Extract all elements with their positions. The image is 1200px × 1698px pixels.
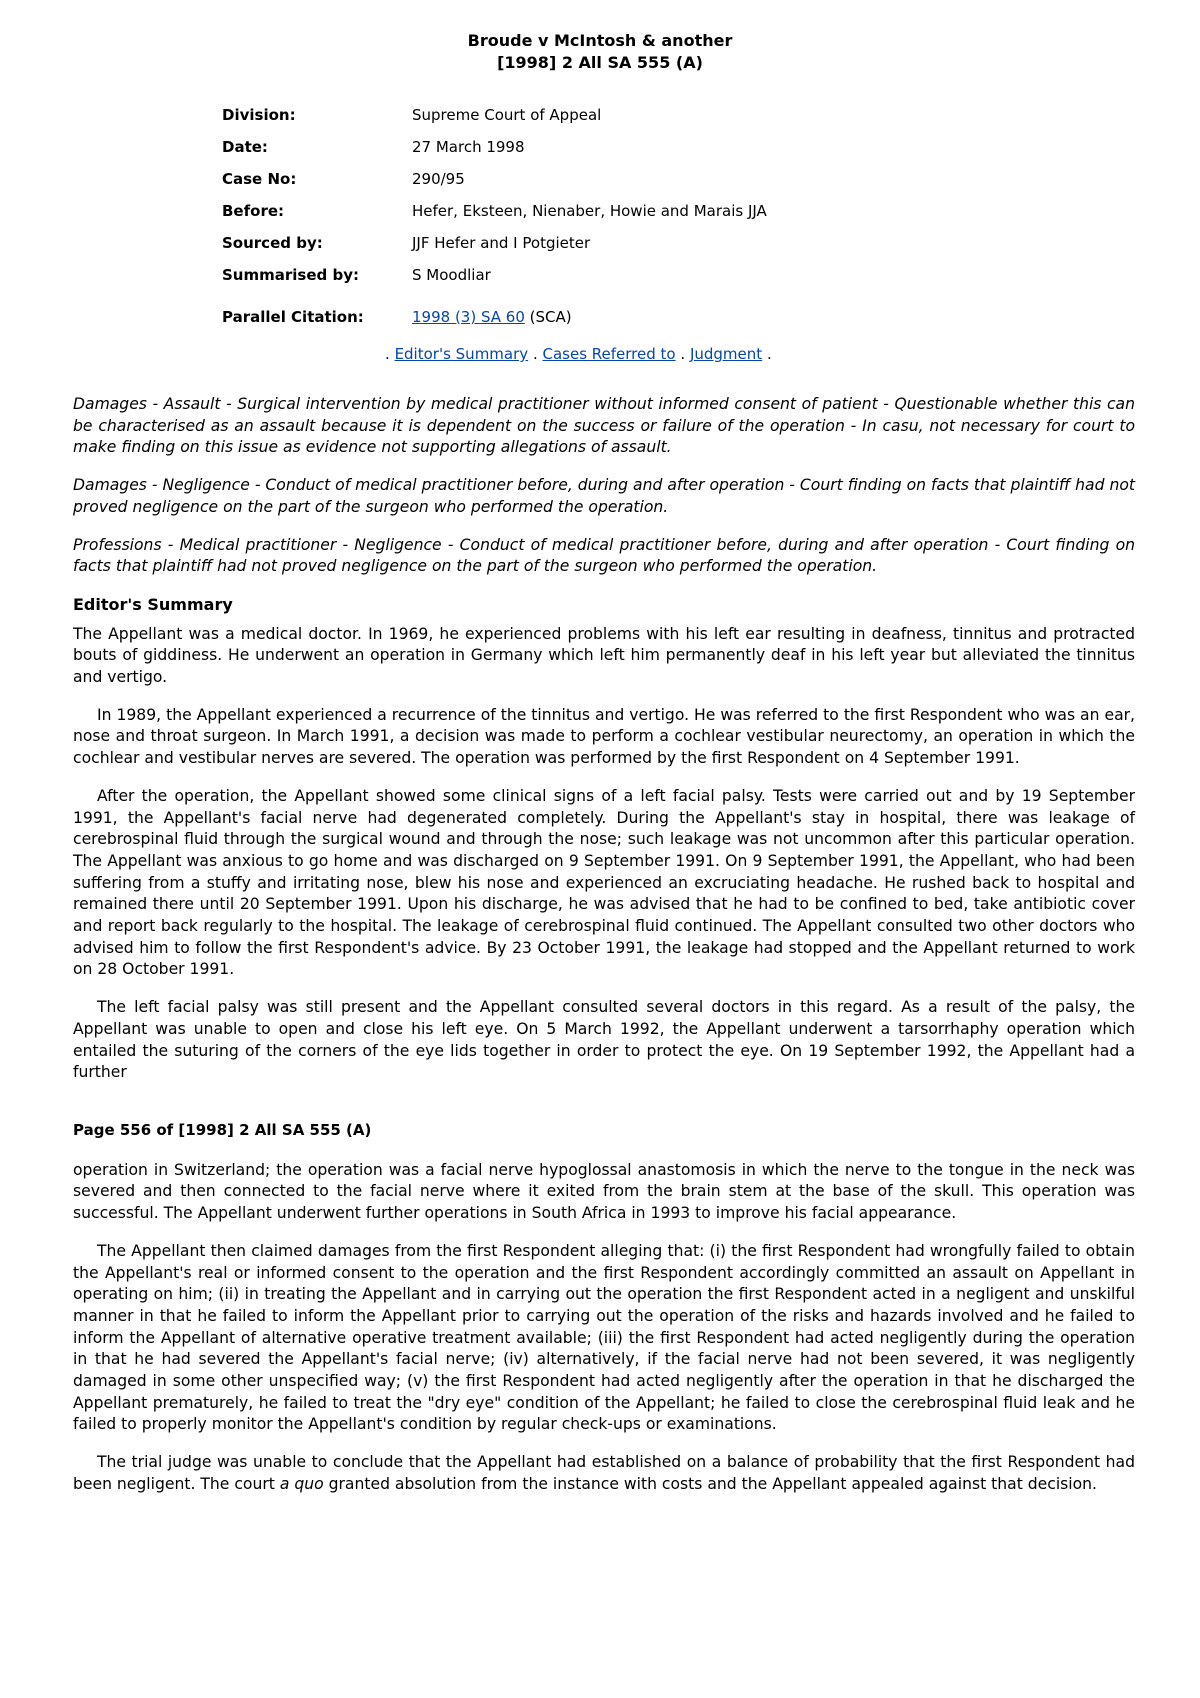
meta-row-date [222, 138, 767, 170]
date-value: 27 March 1998 [412, 138, 525, 156]
sourced-label: Sourced by: [222, 234, 323, 252]
headnote: Professions - Medical practitioner - Negligence - Conduct of medical practitioner before, during and after operation - Court finding on facts that plaintiff had not proved negligence on the part of the surgeon who performed the operation. [73, 535, 1135, 576]
document-body [73, 394, 1135, 1512]
latin-term: a quo [279, 1474, 324, 1493]
parallel-value [412, 298, 767, 340]
summary-paragraph: The Appellant then claimed damages from the first Respondent alleging that: (i) the first Respondent had wrongfully failed to obtain the Appellant's real or informed consent to the operation and the first Respondent accordingly committed an assault on Appellant in operating on him; (ii) in treating the Appellant and in carrying out the operation the first Respondent acted in a negligent and unskilful manner in that he failed to inform the Appellant prior to carrying out the operation of the risks and hazards involved and he failed to inform the Appellant of alternative operative treatment available; (iii) the first Respondent had acted negligently during the operation in that he had severed the Appellant's facial nerve; (iv) alternatively, if the facial nerve had not been severed, it was negligently damaged in some other unspecified way; (v) the first Respondent had acted negligently after the operation in that he discharged the Appellant prematurely, he failed to treat the "dry eye" condition of the Appellant; he failed to close the cerebrospinal fluid leak and he failed to properly monitor the Appellant's condition by regular check-ups or examinations. [73, 1241, 1135, 1434]
document-title [0, 30, 1200, 74]
nav-separator: . [532, 345, 538, 363]
caseno-value: 290/95 [412, 170, 465, 188]
meta-row-parallel [222, 298, 767, 340]
meta-row-caseno [222, 170, 767, 202]
nav-editors-summary-link[interactable]: Editor's Summary [394, 345, 529, 363]
nav-cases-referred-link[interactable]: Cases Referred to [542, 345, 676, 363]
headnote: Damages - Assault - Surgical intervention by medical practitioner without informed consent of patient - Questionable whether this can be characterised as an assault because it is dependent on the success or failure of the operation - In casu, not necessary for court to make finding on this issue as evidence not supporting allegations of assault. [73, 395, 1135, 457]
parallel-label: Parallel Citation: [222, 308, 364, 326]
summarised-label: Summarised by: [222, 266, 359, 284]
nav-separator: . [385, 345, 390, 363]
sourced-value: JJF Hefer and I Potgieter [412, 234, 591, 252]
summary-text: granted absolution from the instance with costs and the Appellant appealed against that decision. [323, 1474, 1098, 1493]
meta-row-summarised [222, 266, 767, 298]
summary-paragraph: After the operation, the Appellant showed some clinical signs of a left facial palsy. Tests were carried out and by 19 September 1991, the Appellant's facial nerve had degenerated completely. During the Appellant's stay in hospital, there was leakage of cerebrospinal fluid through the surgical wound and through the nose; such leakage was not uncommon after this particular operation. The Appellant was anxious to go home and was discharged on 9 September 1991. On 9 September 1991, the Appellant, who had been suffering from a stuffy and irritating nose, blew his nose and experienced an excruciating headache. He rushed back to hospital and remained there until 20 September 1991. Upon his discharge, he was advised that he had to be confined to bed, take antibiotic cover and report back regularly to the hospital. The leakage of cerebrospinal fluid continued. The Appellant consulted two other doctors who advised him to follow the first Respondent's advice. By 23 October 1991, the leakage had stopped and the Appellant returned to work on 28 October 1991. [73, 786, 1135, 979]
case-metadata-table [222, 106, 767, 340]
summary-paragraph [73, 1452, 1135, 1495]
summary-paragraph: In 1989, the Appellant experienced a recurrence of the tinnitus and vertigo. He was referred to the first Respondent who was an ear, nose and throat surgeon. In March 1991, a decision was made to perform a cochlear vestibular neurectomy, an operation in which the cochlear and vestibular nerves are severed. The operation was performed by the first Respondent on 4 September 1991. [73, 705, 1135, 768]
case-name: Broude v McIntosh & another [467, 31, 733, 50]
date-label: Date: [222, 138, 268, 156]
caseno-label: Case No: [222, 170, 297, 188]
parallel-citation-link[interactable]: 1998 (3) SA 60 [412, 308, 525, 326]
case-citation: [1998] 2 All SA 555 (A) [497, 53, 703, 72]
section-nav [385, 345, 772, 363]
nav-separator: . [766, 345, 772, 363]
editors-summary-heading: Editor's Summary [73, 594, 233, 614]
page-heading: Page 556 of [1998] 2 All SA 555 (A) [73, 1120, 372, 1139]
meta-row-division [222, 106, 767, 138]
summary-paragraph: operation in Switzerland; the operation was a facial nerve hypoglossal anastomosis in which the nerve to the tongue in the neck was severed and then connected to the facial nerve where it exited from the brain stem at the base of the skull. This operation was successful. The Appellant underwent further operations in South Africa in 1993 to improve his facial appearance. [73, 1160, 1135, 1223]
meta-row-sourced [222, 234, 767, 266]
nav-judgment-link[interactable]: Judgment [689, 345, 763, 363]
meta-row-before [222, 202, 767, 234]
headnote: Damages - Negligence - Conduct of medical practitioner before, during and after operation - Court finding on facts that plaintiff had not proved negligence on the part of the surgeon who performed the operation. [73, 476, 1135, 516]
summary-paragraph: The Appellant was a medical doctor. In 1969, he experienced problems with his left ear resulting in deafness, tinnitus and protracted bouts of giddiness. He underwent an operation in Germany which left him permanently deaf in his left year but alleviated the tinnitus and vertigo. [73, 624, 1135, 687]
before-value: Hefer, Eksteen, Nienaber, Howie and Marais JJA [412, 202, 767, 220]
parallel-citation-suffix: (SCA) [524, 308, 572, 326]
summarised-value: S Moodliar [412, 266, 491, 284]
division-value: Supreme Court of Appeal [412, 106, 602, 124]
summary-paragraph: The left facial palsy was still present and the Appellant consulted several doctors in this regard. As a result of the palsy, the Appellant was unable to open and close his left eye. On 5 March 1992, the Appellant underwent a tarsorrhaphy operation which entailed the suturing of the corners of the eye lids together in order to protect the eye. On 19 September 1992, the Appellant had a further [73, 998, 1135, 1082]
summary-text: The trial judge was unable to conclude that the Appellant had established on a balance of probability that the first Respondent had been negligent. The court [73, 1453, 1135, 1493]
before-label: Before: [222, 202, 285, 220]
nav-separator: . [680, 345, 686, 363]
division-label: Division: [222, 106, 296, 124]
